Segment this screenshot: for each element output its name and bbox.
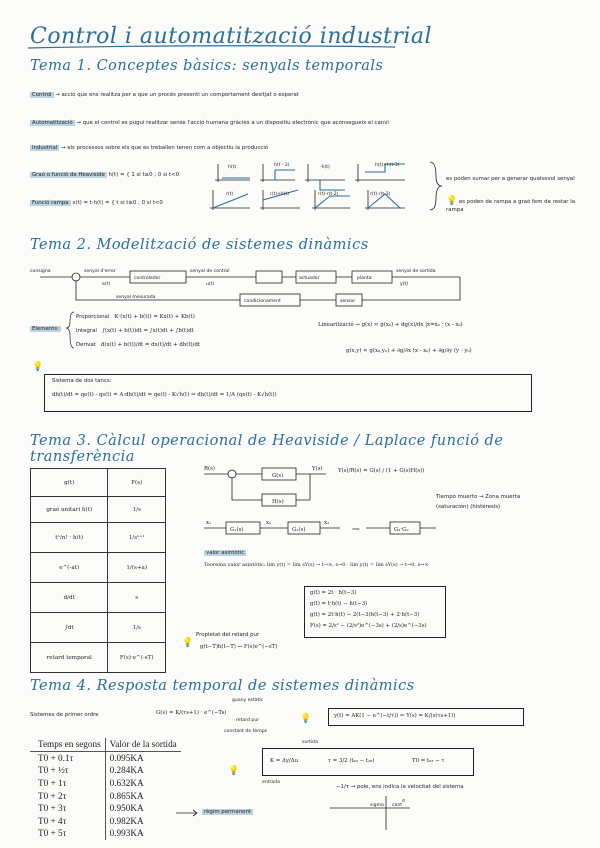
def-automatitzacio-text: → que el control es pugui realitzar sense l'acció humana gràcies a un dispositiu electrònic que aconsegueix el canvi	[76, 120, 389, 126]
two-tank-equation: dh(t)/dt = qe(t) - qs(t) = A·dh(t)/dt = qe(t) - K√h(t) ⇒ dh(t)/dt = 1/A (qe(t) - K√h(t))	[52, 392, 277, 398]
label-sortida: sortida	[302, 740, 318, 745]
feedback-equation: Y(s)/R(s) = G(s) / (1 + G(s)H(s))	[338, 468, 425, 474]
label-controlador: controlador	[134, 276, 161, 281]
label-entrada: entrada	[262, 780, 280, 785]
resp-row: 0.632KA	[109, 778, 144, 789]
label-output: senyal de sortida	[396, 269, 436, 274]
first-order-tf: G(s) = K/(τs+1) · e^(−Ts)	[156, 710, 227, 716]
element-derivat-name: Derivat	[76, 342, 96, 348]
section-title-1: Tema 1. Conceptes bàsics: senyals temporals	[30, 58, 384, 74]
resp-row: T0 + 1τ	[30, 777, 105, 790]
plot-label-sum: h(t)+h(t-3)	[375, 163, 400, 168]
label-condicionament: condicionament	[244, 299, 281, 304]
term-heaviside: Graó o funció de Heaviside	[32, 172, 105, 178]
fb-label-H: H(s)	[272, 499, 284, 505]
tf-header-F: F(s)	[108, 469, 166, 497]
plot-label-rt: r(t)	[226, 192, 234, 197]
resp-header-time: Temps en segons	[30, 738, 105, 751]
tf-row: graó unitari h(t)	[31, 497, 108, 523]
element-proporcional-eq: K·(x(t) + b(t)) = Kx(t) + Kb(t)	[114, 314, 195, 320]
t0-equation: T0 = t₆₃ − τ	[412, 758, 445, 764]
element-integral-name: Integral	[76, 328, 97, 334]
tf-row: s	[108, 583, 166, 613]
example-2: g(t) = t·h(t) − h(t−3)	[310, 601, 368, 607]
series-G1G2: G₁·G₂	[394, 527, 409, 533]
section-title-2: Tema 2. Modelització de sistemes dinàmics	[30, 237, 369, 253]
resp-row: T0 + 0.1τ	[30, 751, 105, 764]
note-sum-signals: es poden sumar per a generar qualsevol senyal	[446, 176, 575, 182]
label-et: e(t)	[102, 282, 111, 287]
regime-tag-text: règim permanent	[204, 809, 251, 815]
label-planta: planta	[357, 276, 372, 281]
resp-row: T0 + 4τ	[30, 815, 105, 828]
def-control-text: → acció que ens realitza per a que un procés presenti un comportament desitjat o esperat	[55, 92, 299, 98]
def-heaviside-formula: h(t) = { 1 si t≥0 ; 0 si t<0	[108, 172, 180, 178]
example-4: F(s) = 2/s² − (2/s²)e^(−3s) + (2/s)e^(−3s)	[310, 623, 427, 629]
lightbulb-icon: 💡	[228, 766, 240, 776]
term-rampa: Funció rampa	[32, 200, 69, 206]
series-x1: x₁	[206, 520, 212, 526]
label-error: senyal d'error	[84, 269, 116, 274]
tf-row: retard temporal	[31, 643, 108, 673]
page-title: Control i automatització industrial	[30, 24, 433, 49]
step-response-eq: y(t) = AK(1 − e^(−t/τ)) ⇐ Y(s) = K/(s(τs+1))	[334, 713, 456, 719]
lightbulb-icon: 💡	[300, 714, 312, 724]
resp-row: 0.284KA	[109, 765, 144, 776]
def-rampa-formula: x(t) = t·h(t) = { t si t≥0 ; 0 si t<0	[72, 200, 163, 206]
plot-label-neg: -h(t)	[320, 165, 330, 170]
plot-label-rr2: r(t)-r(t-2)	[318, 192, 339, 197]
plot-label-rth: r(t)+h(t)	[270, 192, 290, 197]
first-order-label: Sistemes de primer ordre	[30, 712, 99, 718]
tf-header-g: g(t)	[31, 469, 108, 497]
pole-note: −1/τ → pole, ens indica la velocitat del sistema	[336, 784, 464, 790]
label-ut: u(t)	[206, 282, 215, 287]
section-title-3: Tema 3. Càlcul operacional de Heaviside / Laplace funció de transferència	[30, 433, 504, 465]
resp-row: T0 + 2τ	[30, 789, 105, 802]
series-x2: x₂	[266, 520, 272, 526]
resp-row: 0.095KA	[109, 752, 144, 763]
fb-label-Y: Y(s)	[312, 466, 323, 472]
elements-tag-text: Elements:	[32, 326, 59, 332]
resp-header-value: Valor de la sortida	[105, 738, 181, 751]
retard-note: Propietat del retard pur	[196, 632, 260, 638]
plot-label-rr3: r(t)-r(t-3)	[370, 192, 391, 197]
two-tank-title: Sistema de dos tancs:	[52, 378, 112, 384]
label-measured: senyal mesurada	[116, 295, 156, 300]
fb-label-G: G(s)	[272, 473, 284, 479]
axis-cant: cant	[392, 803, 403, 808]
term-automatitzacio: Automatització	[32, 120, 73, 126]
resp-row: 0.993KA	[109, 828, 144, 839]
resp-row: 0.982KA	[109, 815, 144, 826]
element-proporcional-name: Proporcional	[76, 314, 110, 320]
tf-row: F(s)·e^(-sT)	[108, 643, 166, 673]
retard-eq: g(t−T)h(t−T) → F(s)e^(−sT)	[200, 644, 278, 650]
k-equation: K = Δy/Δu	[270, 758, 299, 764]
tf-row: d/dt	[31, 583, 108, 613]
final-value-tag: valor asintòtic	[206, 550, 245, 556]
ann-pure-delay: retard pur	[236, 718, 260, 723]
tf-row: tⁿ/n! · h(t)	[31, 523, 108, 553]
axis-sigma: sigma	[370, 803, 384, 808]
term-control: Control	[32, 92, 52, 98]
series-arrow: ⟹	[352, 527, 360, 533]
tf-row: 1/s	[108, 497, 166, 523]
label-yt: y(t)	[400, 282, 409, 287]
tf-row: ∫dt	[31, 613, 108, 643]
resp-row: T0 + ½τ	[30, 764, 105, 777]
tf-row: 1/sⁿ⁺¹	[108, 523, 166, 553]
term-industrial: Industrial	[32, 145, 58, 151]
tau-equation: τ = 3/2 (t₆₃ − t₂₈)	[328, 758, 375, 764]
resp-row: T0 + 3τ	[30, 802, 105, 815]
element-integral-eq: ∫(x(t) + b(t))dt = ∫x(t)dt + ∫b(t)dt	[102, 328, 194, 334]
tf-row: e^(-at)	[31, 553, 108, 583]
series-x3: x₃	[324, 520, 330, 526]
linearization-1: Linearització → g(x) ≈ g(x₀) + dg(x)/dx |x=x₀ · (x - x₀)	[318, 322, 463, 328]
lightbulb-icon: 💡	[182, 638, 194, 648]
label-consigna: consigna	[30, 269, 51, 274]
series-G1: G₁(s)	[230, 527, 244, 533]
resp-row: T0 + 5τ	[30, 827, 105, 840]
lightbulb-icon: 💡	[446, 196, 458, 206]
resp-row: 0.950KA	[109, 803, 144, 814]
label-actuador: actuador	[299, 276, 320, 281]
final-value-eq: Teorema valor asintòtic: lim y(t) = lim sY(s) → t→∞, s→0 · lim y(t) = lim sY(s) → t→0, s→∞	[204, 562, 429, 568]
resp-row: 0.865KA	[109, 790, 144, 801]
lightbulb-icon: 💡	[32, 362, 44, 372]
tf-row: 1/s	[108, 613, 166, 643]
note-dead-time: Tiempo muerto → Zona muerta	[436, 494, 521, 500]
ann-time-constant: constant de temps	[224, 729, 268, 734]
axis-sym: σ	[402, 799, 405, 804]
label-sensor: sensor	[340, 299, 356, 304]
fb-label-R: R(s)	[204, 466, 216, 472]
def-industrial-text: → els processos sobre els que es treballen tenen com a objectiu la producció	[61, 145, 269, 151]
note-ramp-step-text: es poden de rampa a graó fem de restar la rampa	[446, 199, 575, 214]
section-title-4: Tema 4. Resposta temporal de sistemes dinàmics	[30, 678, 415, 694]
plot-label-ht: h(t)	[228, 165, 237, 170]
example-3: g(t) = 2t·h(t) − 2(t−3)h(t−3) + 2·h(t−3)	[310, 612, 420, 618]
plot-label-ht2: h(t - 2)	[274, 163, 290, 168]
note-saturation: (saturación) (histéresis)	[436, 504, 501, 510]
example-1: g(t) = 2t · h(t−3)	[310, 590, 357, 596]
ann-static-gain: guany estàtic	[232, 698, 264, 703]
series-G2: G₂(s)	[292, 527, 306, 533]
tf-row: 1/(s+a)	[108, 553, 166, 583]
element-derivat-eq: d(x(t) + b(t))/dt = dx(t)/dt + db(t)/dt	[100, 342, 201, 348]
linearization-2: g(x,y) ≈ g(x₀,y₀) + ∂g/∂x (x - x₀) + ∂g/∂y (y - y₀)	[346, 348, 472, 354]
label-control-signal: senyal de control	[190, 269, 230, 274]
